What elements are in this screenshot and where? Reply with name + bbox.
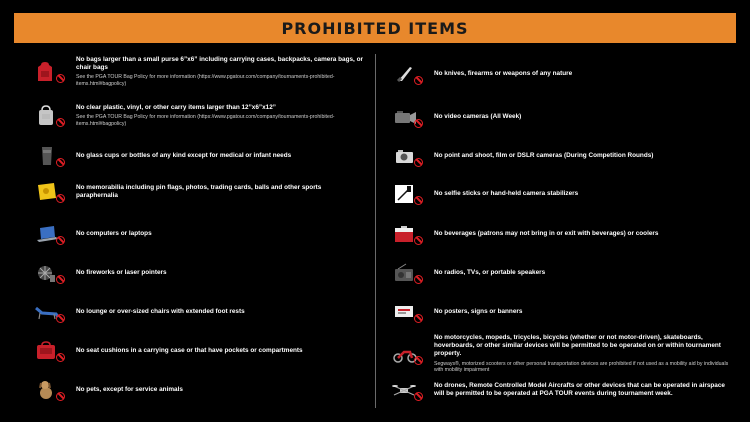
list-item <box>34 180 364 204</box>
list-item <box>392 62 732 86</box>
list-item <box>34 104 364 128</box>
item-text: No fireworks or laser pointers <box>76 268 167 276</box>
list-item <box>392 378 732 402</box>
list-item <box>392 182 732 206</box>
backpack-icon <box>34 60 62 84</box>
item-text: No pets, except for service animals <box>76 385 183 393</box>
item-text: No lounge or over-sized chairs with extended foot rests <box>76 307 245 315</box>
page-title: PROHIBITED ITEMS <box>281 18 469 38</box>
seat-cushion-icon <box>34 339 62 363</box>
item-text: No seat cushions in a carrying case or that have pockets or compartments <box>76 346 303 354</box>
selfie-stick-icon <box>392 182 420 206</box>
list-item <box>34 378 364 402</box>
drone-icon <box>392 378 420 402</box>
item-text: No radios, TVs, or portable speakers <box>434 268 546 276</box>
knife-icon <box>392 62 420 86</box>
list-item <box>392 144 732 168</box>
list-item <box>392 334 732 374</box>
lounge-chair-icon <box>34 300 62 324</box>
item-subtext: See the PGA TOUR Bag Policy for more information (https://www.pgatour.com/company/tournaments-prohibited-items.html#bagpolicy) <box>76 114 335 128</box>
sign-icon <box>392 300 420 324</box>
laptop-icon <box>34 222 62 246</box>
item-text: No selfie sticks or hand-held camera stabilizers <box>434 189 579 197</box>
list-item <box>34 300 364 324</box>
item-text: No beverages (patrons may not bring in or exit with beverages) or coolers <box>434 229 659 237</box>
column-divider <box>375 54 376 408</box>
memorabilia-flag-icon <box>34 180 62 204</box>
list-item <box>34 222 364 246</box>
glass-cup-icon <box>34 144 62 168</box>
camera-icon <box>392 144 420 168</box>
item-text: No motorcycles, mopeds, tricycles, bicycles (whether or not motor-driven), skateboards, hoverboards, or other similar devices will be permitted to be operated on or within tournament property. <box>434 334 721 358</box>
list-item <box>392 105 732 129</box>
fireworks-icon <box>34 261 62 285</box>
item-text: No memorabilia including pin flags, photos, trading cards, balls and other sports paraphernalia <box>76 183 322 199</box>
video-camera-icon <box>392 105 420 129</box>
item-text: No knives, firearms or weapons of any nature <box>434 69 573 77</box>
item-text: No point and shoot, film or DSLR cameras (During Competition Rounds) <box>434 151 654 159</box>
clear-bag-icon <box>34 104 62 128</box>
radio-icon <box>392 261 420 285</box>
list-item <box>392 261 732 285</box>
item-text: No bags larger than a small purse 6”x6” including carrying cases, backpacks, camera bags, or chair bags <box>76 56 363 72</box>
list-item <box>392 222 732 246</box>
item-subtext: Segways®, motorized scooters or other personal transportation devices are prohibited if not used as a mobility aid by individuals with mobility impairment <box>434 360 729 374</box>
item-text: No clear plastic, vinyl, or other carry items larger than 12”x6”x12” <box>76 104 276 112</box>
item-subtext: See the PGA TOUR Bag Policy for more information (https://www.pgatour.com/company/tournaments-prohibited-items.html#bagpolicy) <box>76 74 335 88</box>
header-banner <box>14 13 736 43</box>
list-item <box>34 144 364 168</box>
list-item <box>34 56 364 88</box>
cooler-icon <box>392 222 420 246</box>
item-text: No glass cups or bottles of any kind except for medical or infant needs <box>76 151 292 159</box>
list-item <box>392 300 732 324</box>
item-text: No posters, signs or banners <box>434 307 523 315</box>
dog-icon <box>34 378 62 402</box>
item-text: No drones, Remote Controlled Model Aircrafts or other devices that can be operated in airspace will be permitted to be operated at PGA TOUR events during tournament week. <box>434 381 725 397</box>
motorcycle-icon <box>392 342 420 366</box>
list-item <box>34 261 364 285</box>
list-item <box>34 339 364 363</box>
item-text: No video cameras (All Week) <box>434 112 522 120</box>
item-text: No computers or laptops <box>76 229 152 237</box>
